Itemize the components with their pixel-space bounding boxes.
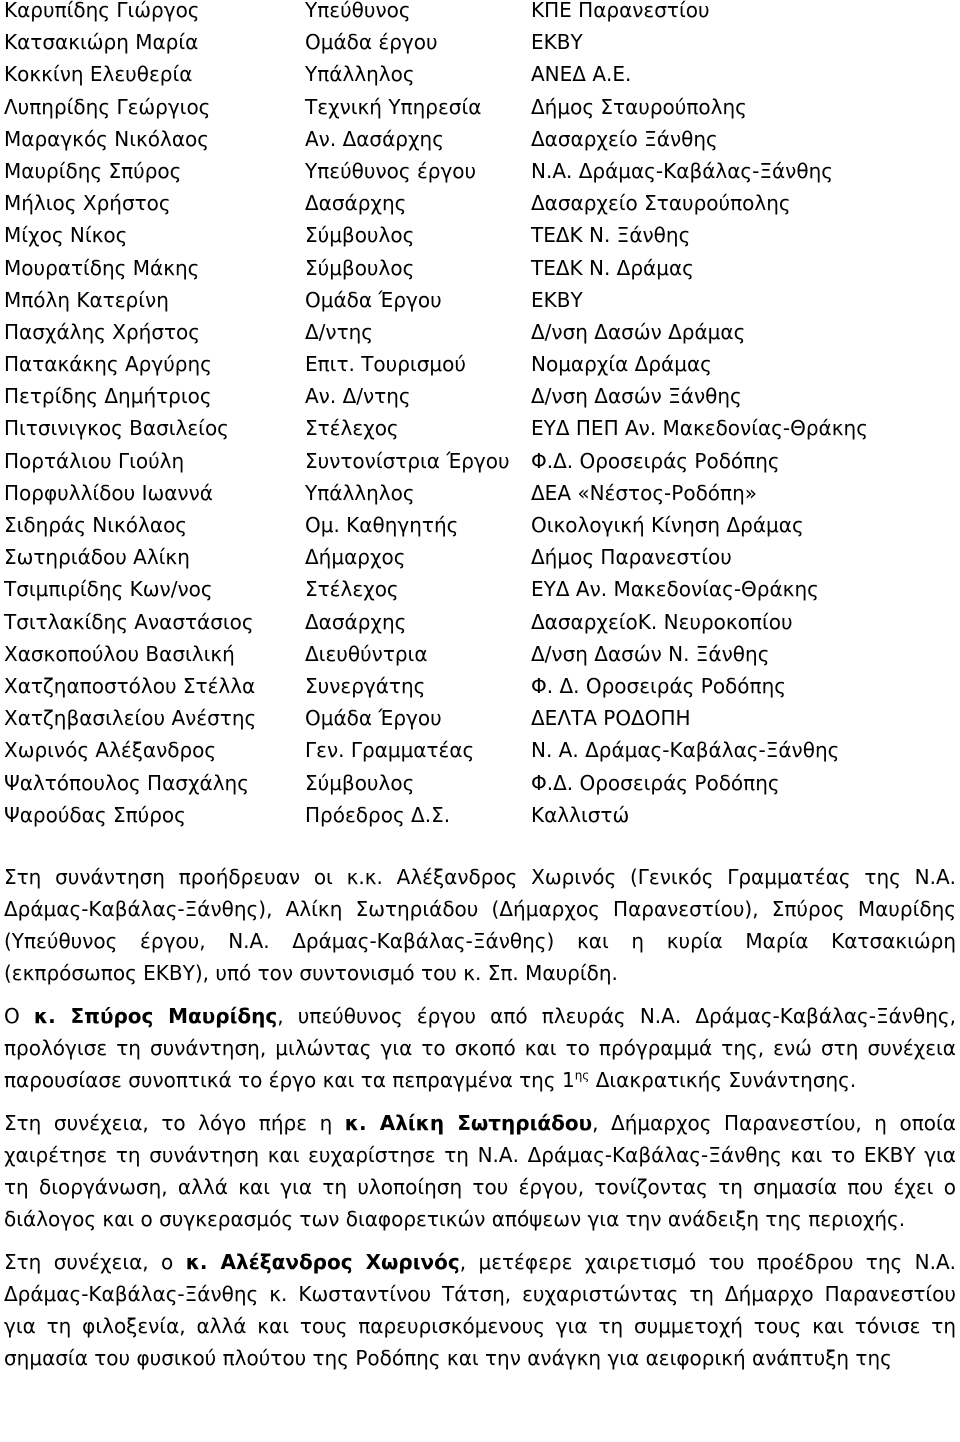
participant-name: Πορφυλλίδου Ιωαννά [4,480,213,505]
participant-organization: Δ/νση Δασών Ξάνθης [531,384,742,409]
participant-name: Σωτηριάδου Αλίκη [4,545,190,570]
participant-role: Ομάδα Έργου [305,287,442,312]
ordinal-superscript: ης [574,1068,590,1083]
participant-name: Χωρινός Αλέξανδρος [4,738,217,763]
participant-name: Πετρίδης Δημήτριος [4,384,212,409]
participant-name: Χασκοπούλου Βασιλική [4,641,235,666]
participant-row [4,412,954,444]
paragraph-chairs: Στη συνάντηση προήδρευαν οι κ.κ. Αλέξανδρος Χωρινός (Γενικός Γραμματέας της Ν.Α. Δράμας-Καβάλας-Ξάνθης), Αλίκη Σωτηριάδου (Δήμαρχος Παρανεστίου), Σπύρος Μαυρίδης (Υπεύθυνος έργου, Ν.Α. Δράμας-Καβάλας-Ξάνθης) και η κυρία Μαρία Κατσακιώρη (εκπρόσωπος ΕΚΒΥ), υπό τον συντονισμό του κ. Σπ. Μαυρίδη. [4,865,956,985]
participant-role: Υπάλληλος [305,480,415,505]
participant-role: Τεχνική Υπηρεσία [305,94,482,119]
paragraph-sotiriadou [4,1107,956,1235]
participant-row [4,187,954,219]
participant-organization: ΤΕΔΚ Ν. Ξάνθης [531,223,691,248]
participant-role: Στέλεχος [305,416,399,441]
participant-row [4,734,954,766]
participant-row [4,702,954,734]
participant-name: Λυπηρίδης Γεώργιος [4,94,211,119]
participant-row [4,509,954,541]
participant-name: Χατζηαποστόλου Στέλλα [4,673,256,698]
participant-name: Χατζηβασιλείου Ανέστης [4,706,257,731]
participant-organization: ΑΝΕΔ Α.Ε. [531,62,632,87]
participant-row [4,284,954,316]
participant-role: Υπάλληλος [305,62,415,87]
participant-organization: ΕΚΒΥ [531,287,583,312]
participant-role: Γεν. Γραμματέας [305,738,475,763]
speaker-name: κ. Αλέξανδρος Χωρινός [185,1250,460,1274]
participant-role: Επιτ. Τουρισμού [305,352,466,377]
participant-organization: ΕΥΔ Αν. Μακεδονίας-Θράκης [531,577,819,602]
participant-row [4,26,954,58]
paragraph-text: , υπεύθυνος έργου από πλευράς Ν.Α. Δράμας-Καβάλας-Ξάνθης, προλόγισε τη συνάντηση, μιλώντας για το σκοπό και το πρόγραμμά της, ενώ στη συνέχεια παρουσίασε συνοπτικά το έργο και τα πεπραγμένα της 1 [4,1004,956,1092]
participant-name: Καρυπίδης Γιώργος [4,0,200,22]
participant-row [4,445,954,477]
participant-role: Σύμβουλος [305,223,415,248]
participant-name: Μαυρίδης Σπύρος [4,158,182,183]
participant-role: Δ/ντης [305,319,374,344]
participant-name: Μπόλη Κατερίνη [4,287,169,312]
participant-name: Μουρατίδης Μάκης [4,255,200,280]
participant-name: Πιτσινιγκος Βασιλείος [4,416,229,441]
participant-row [4,573,954,605]
participant-organization: ΔΕΛΤΑ ΡΟΔΟΠΗ [531,706,691,731]
participant-name: Σιδηράς Νικόλαος [4,513,188,537]
lead-text: Στη συνέχεια, ο [4,1250,186,1274]
participant-name: Μαραγκός Νικόλαος [4,126,210,151]
participant-organization: ΔΕΑ «Νέστος-Ροδόπη» [531,480,757,505]
participant-role: Συντονίστρια Έργου [305,448,510,473]
participant-organization: Δήμος Παρανεστίου [531,545,732,570]
participant-organization: Φ.Δ. Οροσειράς Ροδόπης [531,448,780,473]
participant-row [4,58,954,90]
paragraph-text: , μετέφερε χαιρετισμό του προέδρου της Ν.Α. Δράμας-Καβάλας-Ξάνθης κ. Κωσταντίνου Τάτση, ευχαριστώντας τη Δήμαρχο Παρανεστίου για τη φιλοξενία, αλλά και τους παρευρισκόμενους για τη συμμετοχή τους και τόνισε τη σημασία του φυσικού πλούτου της Ροδόπης και την ανάγκη για αειφορική ανάπτυξη της [4,1250,956,1370]
participant-name: Τσιτλακίδης Αναστάσιος [4,609,254,634]
participant-row [4,219,954,251]
paragraph-mavridis [4,1000,956,1096]
participant-organization: Δήμος Σταυρούπολης [531,94,747,119]
participant-name: Τσιμπιρίδης Κων/νος [4,577,213,602]
participant-row [4,541,954,573]
participant-row [4,252,954,284]
participant-organization: Δ/νση Δασών Δράμας [531,319,746,344]
lead-text: Στη συνέχεια, το λόγο πήρε η [4,1111,345,1135]
participant-role: Συνεργάτης [305,673,426,698]
participant-organization: ΕΚΒΥ [531,30,583,55]
participant-name: Μήλιος Χρήστος [4,191,171,216]
participant-row [4,638,954,670]
participant-role: Ομάδα έργου [305,30,438,55]
participant-role: Υπεύθυνος έργου [305,158,477,183]
participant-organization: Φ. Δ. Οροσειράς Ροδόπης [531,673,786,698]
participant-row [4,155,954,187]
participant-name: Ψαρούδας Σπύρος [4,802,186,827]
participant-role: Δασάρχης [305,609,407,634]
participant-role: Ομ. Καθηγητής [305,513,459,537]
participant-name: Κοκκίνη Ελευθερία [4,62,193,87]
participant-organization: ΕΥΔ ΠΕΠ Αν. Μακεδονίας-Θράκης [531,416,868,441]
participant-role: Ομάδα Έργου [305,706,442,731]
participant-name: Κατσακιώρη Μαρία [4,30,199,55]
participant-row [4,348,954,380]
participant-role: Διευθύντρια [305,641,428,666]
speaker-name: κ. Αλίκη Σωτηριάδου [344,1111,593,1135]
participant-organization: ΚΠΕ Παρανεστίου [531,0,710,22]
participant-organization: Δασαρχείο Σταυρούπολης [531,191,791,216]
participant-role: Υπεύθυνος [305,0,411,22]
lead-text: Ο [4,1004,34,1028]
participant-row [4,91,954,123]
participant-name: Ψαλτόπουλος Πασχάλης [4,770,249,795]
minutes-text [4,861,956,1385]
participant-organization: Καλλιστώ [531,802,630,827]
participant-row [4,123,954,155]
paragraph-chorinos [4,1246,956,1374]
participant-row [4,767,954,799]
paragraph-tail: Διακρατικής Συνάντησης. [589,1068,857,1092]
participant-organization: Ν. Α. Δράμας-Καβάλας-Ξάνθης [531,738,840,763]
participant-organization: Νομαρχία Δράμας [531,352,712,377]
participant-organization: Οικολογική Κίνηση Δράμας [531,513,804,537]
participant-name: Πασχάλης Χρήστος [4,319,201,344]
participant-organization: ΤΕΔΚ Ν. Δράμας [531,255,694,280]
participant-name: Πορτάλιου Γιούλη [4,448,185,473]
participant-role: Αν. Δασάρχης [305,126,444,151]
participant-row [4,670,954,702]
participant-organization: Ν.Α. Δράμας-Καβάλας-Ξάνθης [531,158,834,183]
participant-row [4,316,954,348]
participant-role: Αν. Δ/ντης [305,384,411,409]
participant-row [4,380,954,412]
participant-role: Σύμβουλος [305,770,415,795]
participant-role: Δήμαρχος [305,545,406,570]
participant-name: Μίχος Νίκος [4,223,128,248]
paragraph-text: , Δήμαρχος Παρανεστίου, η οποία χαιρέτησε τη συνάντηση και ευχαρίστησε τη Ν.Α. Δράμας-Καβάλας-Ξάνθης και το ΕΚΒΥ για τη διοργάνωση, αλλά και για τη υλοποίηση του έργου, τονίζοντας τη σημασία που έχει ο διάλογος και ο συγκερασμός των διαφορετικών απόψεων για την ανάδειξη της περιοχής. [4,1111,956,1231]
participant-row [4,477,954,509]
participant-row [4,799,954,831]
participant-row [4,0,954,26]
speaker-name: κ. Σπύρος Μαυρίδης [33,1004,278,1028]
participant-name: Πατακάκης Αργύρης [4,352,212,377]
participants-list [4,0,954,831]
participant-role: Πρόεδρος Δ.Σ. [305,802,451,827]
participant-organization: Δασαρχείο Ξάνθης [531,126,718,151]
participant-row [4,606,954,638]
participant-role: Στέλεχος [305,577,399,602]
participant-role: Σύμβουλος [305,255,415,280]
participant-organization: Δ/νση Δασών Ν. Ξάνθης [531,641,770,666]
participant-organization: Φ.Δ. Οροσειράς Ροδόπης [531,770,780,795]
participant-role: Δασάρχης [305,191,407,216]
participant-organization: ΔασαρχείοΚ. Νευροκοπίου [531,609,793,634]
